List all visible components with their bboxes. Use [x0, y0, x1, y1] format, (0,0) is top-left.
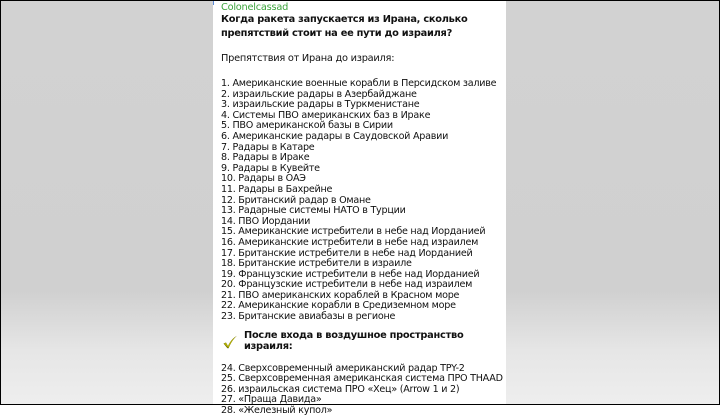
list-item: 12. Британский радар в Омане — [221, 194, 371, 206]
list-item: 8. Радары в Ираке — [221, 152, 310, 164]
list-item: 1. Американские военные корабли в Персидском заливе — [221, 78, 497, 89]
check-mark-icon — [222, 335, 238, 349]
list-item: 9. Радары в Кувейте — [221, 162, 320, 174]
list-item: 23. Британские авиабазы в регионе — [221, 311, 396, 323]
message-content — [221, 2, 506, 417]
list-item: 20. Французские истребители в небе над израилем — [221, 279, 473, 291]
list-item: 7. Радары в Катаре — [221, 141, 315, 153]
list-item: 28. «Железный купол» — [221, 405, 333, 417]
list-item: 3. израильские радары в Туркменистане — [221, 99, 420, 111]
list-item: 4. Системы ПВО американских баз в Ираке — [221, 109, 431, 121]
section-airspace-label: После входа в воздушное пространство израиля: — [244, 330, 464, 352]
list-item: 13. Радарные системы НАТО в Турции — [221, 205, 406, 217]
list-item: 2. израильские радары в Азербайджане — [221, 88, 417, 100]
obstacles-subheading: Препятствия от Ирана до израиля: — [221, 53, 395, 64]
list-item: 16. Американские истребители в небе над израилем — [221, 236, 479, 248]
list-item: 21. ПВО американских кораблей в Красном море — [221, 289, 460, 301]
section-airspace-heading — [221, 330, 506, 352]
post-question: Когда ракета запускается из Ирана, сколько препятствий стоит на ее пути до израиля? — [221, 14, 468, 39]
list-item: 10. Радары в ОАЭ — [221, 173, 306, 185]
list-item: 26. израильская система ПРО «Хец» (Arrow 1 и 2) — [221, 383, 460, 395]
list-item: 6. Американские радары в Саудовской Аравии — [221, 130, 449, 142]
panel-accent-mark — [213, 1, 214, 5]
obstacles-list-after — [221, 364, 506, 417]
list-item: 18. Британские истребители в израиле — [221, 258, 412, 270]
message-panel — [213, 1, 506, 417]
list-item: 5. ПВО американской базы в Сирии — [221, 120, 393, 132]
list-item: 24. Сверхсовременный американский радар TPY-2 — [221, 362, 465, 374]
list-item: 22. Американские корабли в Средиземном море — [221, 300, 456, 312]
list-item: 17. Британские истребители в небе над Иорданией — [221, 247, 473, 259]
obstacles-list-before — [221, 79, 506, 323]
list-item: 27. «Праща Давида» — [221, 394, 322, 406]
list-item: 25. Сверхсовременная американская система ПРО THAAD — [221, 373, 503, 385]
author-name[interactable]: Colonelcassad — [221, 2, 289, 13]
list-item: 11. Радары в Бахрейне — [221, 183, 333, 195]
list-item: 14. ПВО Иордании — [221, 215, 311, 227]
list-item: 19. Французские истребители в небе над Иорданией — [221, 268, 480, 280]
list-item: 15. Американские истребители в небе над Иорданией — [221, 226, 486, 238]
